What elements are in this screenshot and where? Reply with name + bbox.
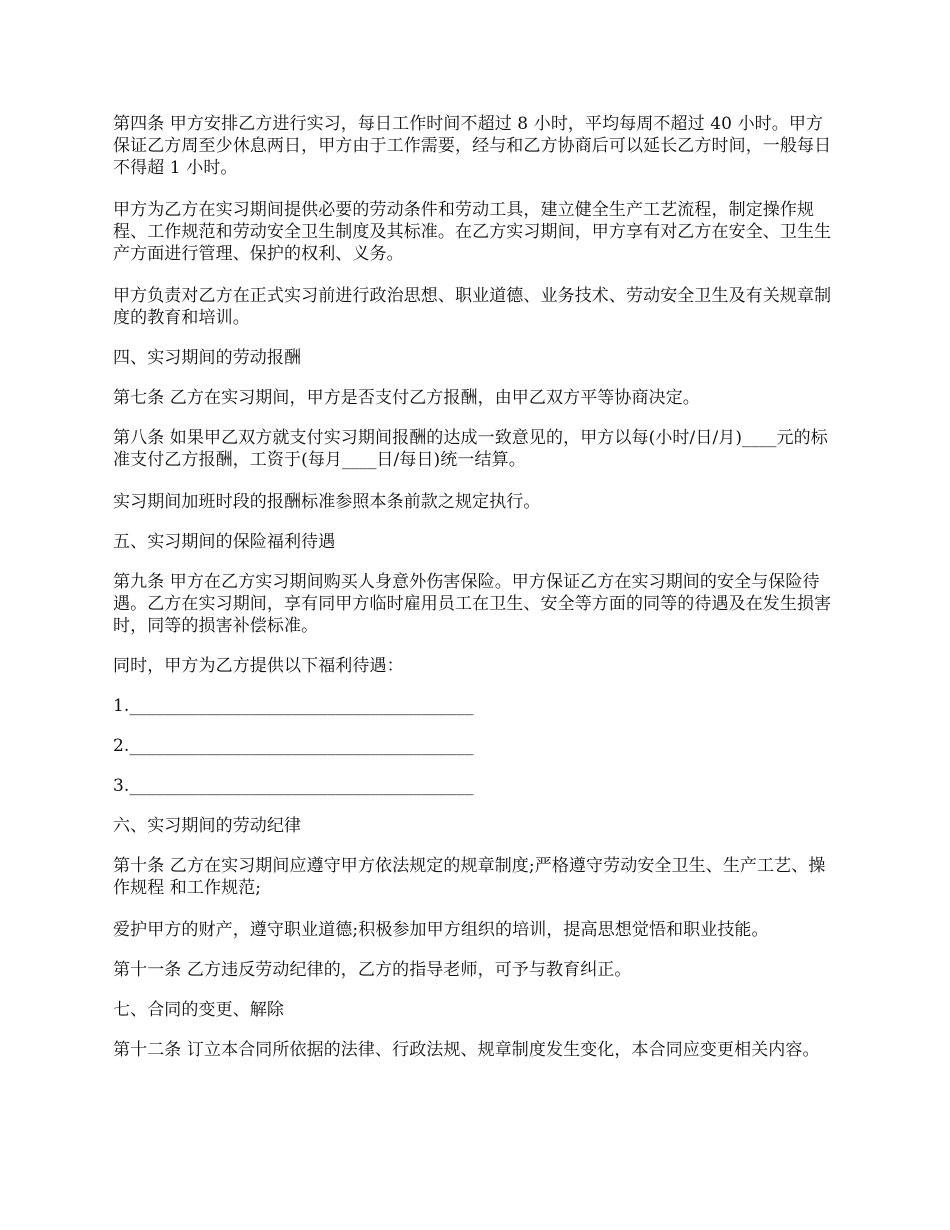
benefit-blank-1: 1.________________________________________ (113, 696, 474, 716)
benefit-blank-2: 2.________________________________________ (113, 736, 474, 756)
article-7-paragraph: 第七条 乙方在实习期间，甲方是否支付乙方报酬，由甲乙双方平等协商决定。 (113, 388, 700, 408)
article-11-paragraph: 第十一条 乙方违反劳动纪律的，乙方的指导老师，可予与教育纠正。 (113, 960, 632, 980)
working-conditions-paragraph: 甲方为乙方在实习期间提供必要的劳动条件和劳动工具，建立健全生产工艺流程，制定操作规程、工作规范和劳动安全卫生制度及其标准。在乙方实习期间，甲方享有对乙方在安全、卫生生产方面进行管理、保护的权利、义务。 (113, 200, 832, 264)
document-page (113, 113, 833, 1061)
article-10-paragraph: 第十条 乙方在实习期间应遵守甲方依法规定的规章制度;严格遵守劳动安全卫生、生产工艺、操作规程 和工作规范; (113, 856, 826, 898)
article-12-paragraph: 第十二条 订立本合同所依据的法律、行政法规、规章制度发生变化，本合同应变更相关内容。 (113, 1040, 820, 1060)
section-7-heading: 七、合同的变更、解除 (113, 1000, 284, 1020)
article-8-paragraph: 第八条 如果甲乙双方就支付实习期间报酬的达成一致意见的，甲方以每(小时/日/月)____元的标准支付乙方报酬，工资于(每月____日/每日)统一结算。 (113, 428, 828, 470)
benefit-blank-3: 3.________________________________________ (113, 776, 474, 796)
section-5-heading: 五、实习期间的保险福利待遇 (113, 532, 336, 552)
section-6-heading: 六、实习期间的劳动纪律 (113, 816, 302, 836)
article-4-paragraph: 第四条 甲方安排乙方进行实习，每日工作时间不超过 8 小时，平均每周不超过 40 小时。甲方保证乙方周至少休息两日，甲方由于工作需要，经与和乙方协商后可以延长乙方时间，一般每日不得超 1 小时。 (113, 114, 832, 178)
article-9-paragraph: 第九条 甲方在乙方实习期间购买人身意外伤害保险。甲方保证乙方在实习期间的安全与保险待遇。乙方在实习期间，享有同甲方临时雇用员工在卫生、安全等方面的同等的待遇及在发生损害时，同等的损害补偿标准。 (113, 572, 832, 636)
training-paragraph: 甲方负责对乙方在正式实习前进行政治思想、职业道德、业务技术、劳动安全卫生及有关规章制度的教育和培训。 (113, 286, 832, 328)
section-4-heading: 四、实习期间的劳动报酬 (113, 348, 302, 368)
overtime-paragraph: 实习期间加班时段的报酬标准参照本条前款之规定执行。 (113, 492, 541, 512)
benefits-intro-paragraph: 同时，甲方为乙方提供以下福利待遇： (113, 656, 404, 676)
property-protection-paragraph: 爱护甲方的财产，遵守职业道德;积极参加甲方组织的培训，提高思想觉悟和职业技能。 (113, 920, 769, 940)
